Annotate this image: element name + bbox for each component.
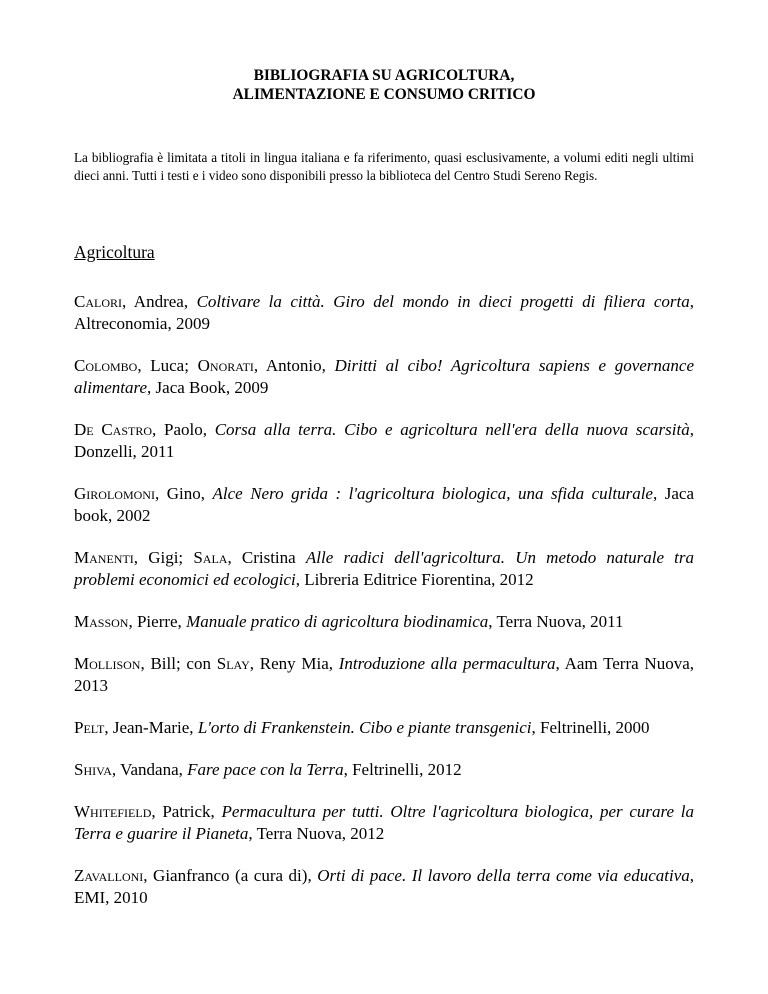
book-title: Alle radici dell'agricoltura. Un metodo naturale tra problemi economici ed ecologici xyxy=(74,548,694,589)
intro-paragraph: La bibliografia è limitata a titoli in lingua italiana e fa riferimento, quasi esclusivamente, a volumi editi negli ultimi dieci anni. Tutti i testi e i video sono disponibili presso la biblioteca del Centro Studi Sereno Regis. xyxy=(74,150,694,183)
entry-text: , Cristina xyxy=(227,548,306,567)
bibliography-entry xyxy=(74,865,694,909)
bibliography-entry xyxy=(74,483,694,527)
author-surname: Shiva xyxy=(74,760,112,779)
entry-text: , Aam Terra Nuova, 2013 xyxy=(74,654,694,695)
author-surname: Calori xyxy=(74,292,123,311)
entry-text: , Feltrinelli, 2000 xyxy=(531,718,650,737)
bibliography-entry xyxy=(74,801,694,845)
entry-text: , Paolo, xyxy=(152,420,215,439)
author-surname: Mollison xyxy=(74,654,141,673)
entry-text: , Libreria Editrice Fiorentina, 2012 xyxy=(295,570,534,589)
bibliography-entry xyxy=(74,419,694,463)
entry-text: , Jean-Marie, xyxy=(104,718,198,737)
book-title: Manuale pratico di agricoltura biodinamica xyxy=(186,612,489,631)
book-title: Coltivare la città. Giro del mondo in dieci progetti di filiera corta xyxy=(196,292,690,311)
author-surname: Manenti xyxy=(74,548,134,567)
bibliography-list xyxy=(74,291,694,929)
entry-text: , Reny Mia, xyxy=(249,654,339,673)
bibliography-entry xyxy=(74,653,694,697)
book-title: Introduzione alla permacultura xyxy=(338,654,556,673)
entry-text: , Donzelli, 2011 xyxy=(74,420,694,461)
entry-text: , Pierre, xyxy=(128,612,187,631)
entry-text: , Patrick, xyxy=(151,802,222,821)
entry-text: , Antonio, xyxy=(253,356,335,375)
entry-text: , Feltrinelli, 2012 xyxy=(343,760,462,779)
author-surname: Onorati xyxy=(197,356,254,375)
entry-text: , Gianfranco (a cura di), xyxy=(143,866,318,885)
author-surname: Whitefield xyxy=(74,802,152,821)
book-title: Alce Nero grida : l'agricoltura biologica, una sfida culturale xyxy=(212,484,653,503)
book-title: Orti di pace. Il lavoro della terra come via educativa xyxy=(317,866,690,885)
title-line-1: BIBLIOGRAFIA SU AGRICOLTURA, xyxy=(253,67,515,84)
entry-text: , Jaca book, 2002 xyxy=(74,484,694,525)
entry-text: , Terra Nuova, 2011 xyxy=(488,612,624,631)
entry-text: , Altreconomia, 2009 xyxy=(74,292,694,333)
author-surname: Zavalloni xyxy=(74,866,144,885)
bibliography-entry xyxy=(74,611,694,633)
entry-text: , Jaca Book, 2009 xyxy=(147,378,269,397)
author-surname: Pelt xyxy=(74,718,105,737)
bibliography-entry xyxy=(74,759,694,781)
book-title: Diritti al cibo! Agricoltura sapiens e governance alimentare xyxy=(74,356,694,397)
author-surname: Masson xyxy=(74,612,129,631)
entry-text: , Luca; xyxy=(137,356,198,375)
entry-text: , Gino, xyxy=(154,484,213,503)
entry-text: , Andrea, xyxy=(122,292,197,311)
entry-text: , Vandana, xyxy=(111,760,188,779)
section-heading-agricoltura: Agricoltura xyxy=(74,242,155,262)
entry-text: , Bill; con xyxy=(140,654,217,673)
bibliography-entry xyxy=(74,547,694,591)
book-title: Permacultura per tutti. Oltre l'agricoltura biologica, per curare la Terra e guarire il Pianeta xyxy=(74,802,694,843)
book-title: Corsa alla terra. Cibo e agricoltura nell'era della nuova scarsità xyxy=(214,420,690,439)
author-surname: De Castro xyxy=(74,420,153,439)
entry-text: , Terra Nuova, 2012 xyxy=(248,824,385,843)
book-title: Fare pace con la Terra xyxy=(187,760,344,779)
book-title: L'orto di Frankenstein. Cibo e piante transgenici xyxy=(197,718,532,737)
author-surname: Slay xyxy=(216,654,250,673)
document-title xyxy=(0,66,768,104)
author-surname: Sala xyxy=(193,548,228,567)
author-surname: Colombo xyxy=(74,356,138,375)
bibliography-entry xyxy=(74,291,694,335)
bibliography-entry xyxy=(74,717,694,739)
entry-text: , Gigi; xyxy=(133,548,194,567)
entry-text: , EMI, 2010 xyxy=(74,866,694,907)
title-line-2: ALIMENTAZIONE E CONSUMO CRITICO xyxy=(232,86,536,103)
author-surname: Girolomoni xyxy=(74,484,155,503)
bibliography-entry xyxy=(74,355,694,399)
